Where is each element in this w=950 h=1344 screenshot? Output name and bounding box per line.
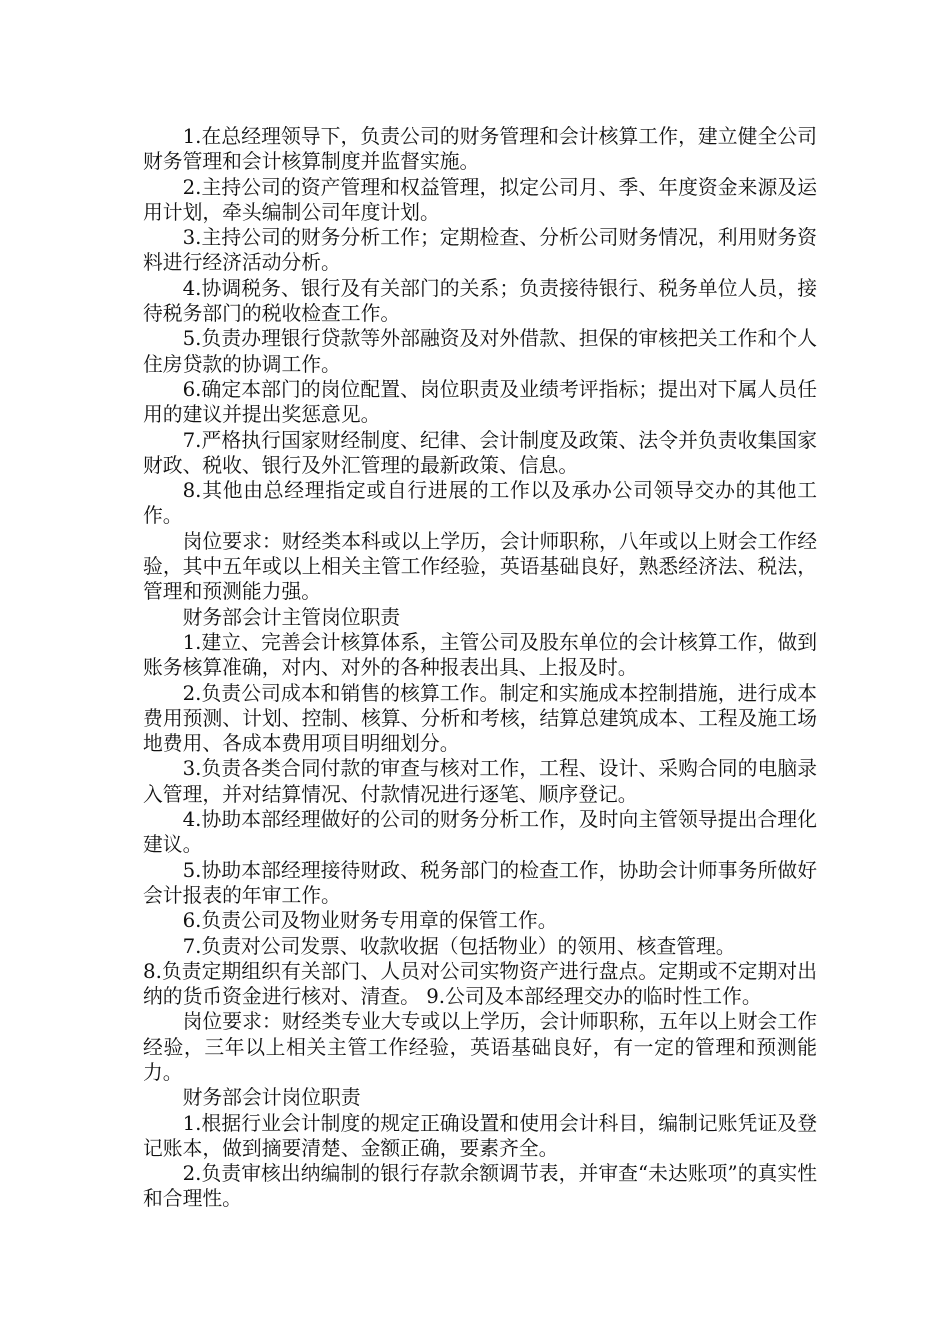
paragraph-duty-2: 2.主持公司的资产管理和权益管理，拟定公司月、季、年度资金来源及运用计划，牵头编制公司年度计划。 — [143, 175, 817, 224]
paragraph-supervisor-duty-1: 1.建立、完善会计核算体系，主管公司及股东单位的会计核算工作，做到账务核算准确，对内、对外的各种报表出具、上报及时。 — [143, 630, 817, 680]
section-heading-accounting-supervisor: 财务部会计主管岗位职责 — [182, 605, 401, 629]
paragraph-supervisor-duty-3: 3.负责各类合同付款的审查与核对工作，工程、设计、采购合同的电脑录入管理，并对结算情况、付款情况进行逐笔、顺序登记。 — [143, 757, 817, 806]
paragraph-accountant-duty-1: 1.根据行业会计制度的规定正确设置和使用会计科目，编制记账凭证及登记账本，做到摘要清楚、金额正确，要素齐全。 — [143, 1111, 817, 1160]
paragraph-duty-4: 4.协调税务、银行及有关部门的关系；负责接待银行、税务单位人员，接待税务部门的税收检查工作。 — [143, 276, 817, 326]
paragraph-requirements-supervisor: 岗位要求：财经类专业大专或以上学历，会计师职称，五年以上财会工作经验，三年以上相关主管工作经验，英语基础良好，有一定的管理和预测能力。 — [143, 1010, 817, 1084]
paragraph-requirements-manager: 岗位要求：财经类本科或以上学历，会计师职称，八年或以上财会工作经验，其中五年或以上相关主管工作经验，英语基础良好，熟悉经济法、税法，管理和预测能力强。 — [143, 529, 817, 604]
paragraph-duty-3: 3.主持公司的财务分析工作；定期检查、分析公司财务情况，利用财务资料进行经济活动分析。 — [143, 226, 817, 275]
paragraph-duty-6: 6.确定本部门的岗位配置、岗位职责及业绩考评指标；提出对下属人员任用的建议并提出奖惩意见。 — [143, 377, 817, 427]
paragraph-accountant-duty-2: 2.负责审核出纳编制的银行存款余额调节表，并审查“未达账项”的真实性和合理性。 — [143, 1162, 817, 1211]
section-heading-accountant: 财务部会计岗位职责 — [182, 1086, 361, 1110]
paragraph-duty-1: 1.在总经理领导下，负责公司的财务管理和会计核算工作，建立健全公司财务管理和会计核算制度并监督实施。 — [143, 125, 817, 174]
document-body — [143, 124, 817, 1212]
paragraph-duty-7: 7.严格执行国家财经制度、纪律、会计制度及政策、法令并负责收集国家财政、税收、银行及外汇管理的最新政策、信息。 — [143, 428, 817, 477]
paragraph-supervisor-duty-4: 4.协助本部经理做好的公司的财务分析工作，及时向主管领导提出合理化建议。 — [143, 808, 817, 857]
paragraph-supervisor-duty-6: 6.负责公司及物业财务专用章的保管工作。 — [182, 909, 558, 933]
paragraph-duty-5: 5.负责办理银行贷款等外部融资及对外借款、担保的审核把关工作和个人住房贷款的协调工作。 — [143, 327, 817, 376]
paragraph-supervisor-duty-8-9: 8.负责定期组织有关部门、人员对公司实物资产进行盘点。定期或不定期对出纳的货币资金进行核对、清查。 9.公司及本部经理交办的临时性工作。 — [143, 959, 817, 1009]
paragraph-supervisor-duty-5: 5.协助本部经理接待财政、税务部门的检查工作，协助会计师事务所做好会计报表的年审工作。 — [143, 858, 817, 907]
paragraph-supervisor-duty-7: 7.负责对公司发票、收款收据（包括物业）的领用、核查管理。 — [182, 934, 736, 958]
paragraph-supervisor-duty-2: 2.负责公司成本和销售的核算工作。制定和实施成本控制措施，进行成本费用预测、计划、控制、核算、分析和考核，结算总建筑成本、工程及施工场地费用、各成本费用项目明细划分。 — [143, 681, 817, 756]
paragraph-duty-8: 8.其他由总经理指定或自行进展的工作以及承办公司领导交办的其他工作。 — [143, 479, 817, 528]
